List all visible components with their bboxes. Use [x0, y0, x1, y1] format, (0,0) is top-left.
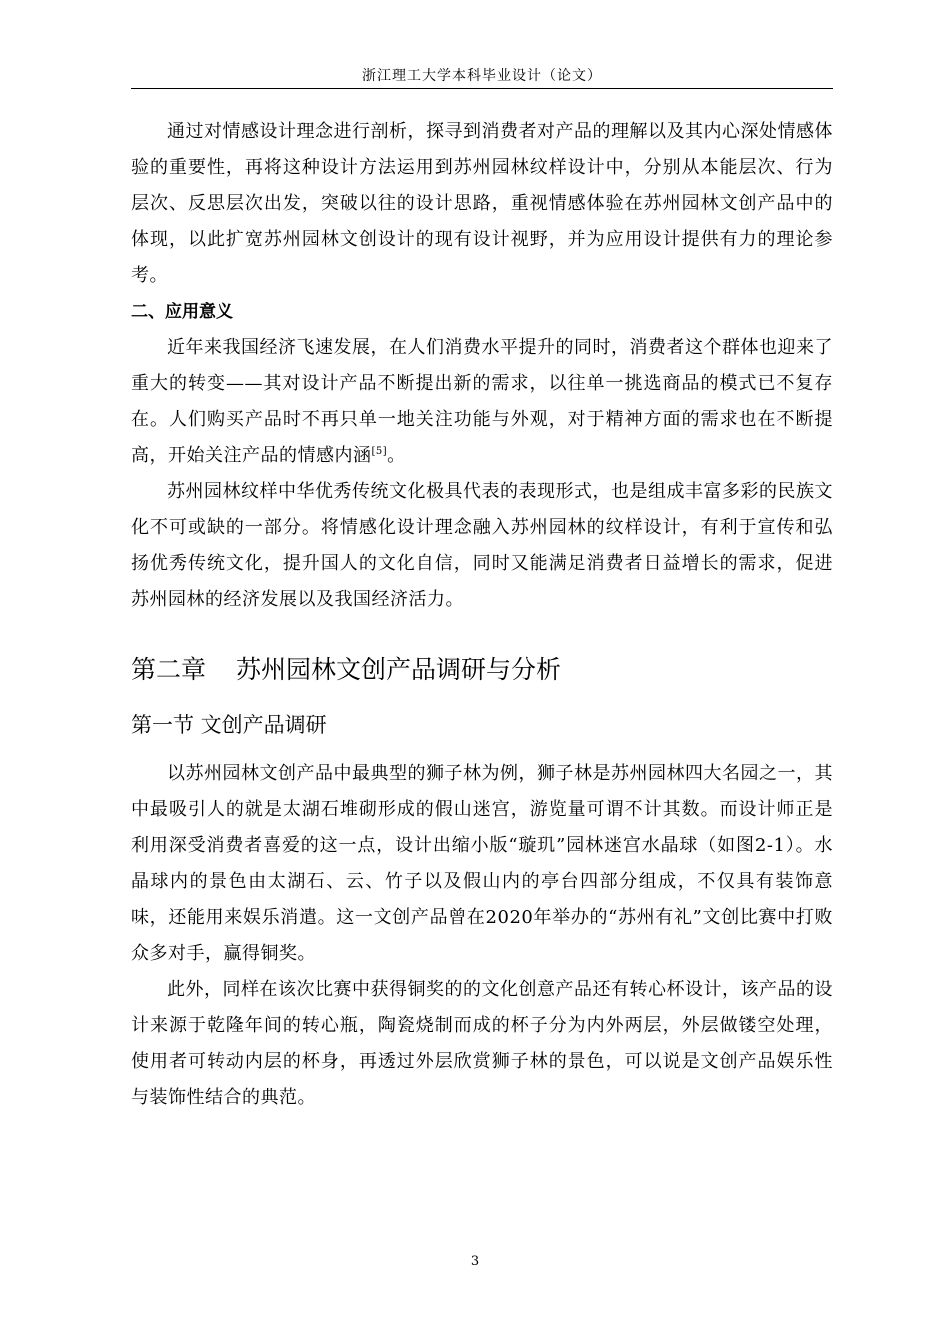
citation-ref[interactable]: [5]	[371, 446, 388, 457]
page-number: 3	[470, 1254, 480, 1269]
page-header: 浙江理工大学本科毕业设计（论文）	[362, 68, 602, 84]
body-paragraph-3: 苏州园林纹样中华优秀传统文化极具代表的表现形式，也是组成丰富多彩的民族文化不可或缺的一部分。将情感化设计理念融入苏州园林的纹样设计，有利于宣传和弘扬优秀传统文化，提升国人的文化自信，同时又能满足消费者日益增长的需求，促进苏州园林的经济发展以及我国经济活力。	[131, 481, 833, 610]
body-paragraph-2-text: 近年来我国经济飞速发展，在人们消费水平提升的同时，消费者这个群体也迎来了重大的转变——其对设计产品不断提出新的需求，以往单一挑选商品的模式已不复存在。人们购买产品时不再只单一地关注功能与外观，对于精神方面的需求也在不断提高，开始关注产品的情感内涵	[131, 337, 833, 466]
body-paragraph-2-end: 。	[387, 445, 406, 466]
section-title: 第一节 文创产品调研	[131, 713, 327, 737]
body-paragraph-5: 此外，同样在该次比赛中获得铜奖的的文化创意产品还有转心杯设计，该产品的设计来源于乾隆年间的转心瓶，陶瓷烧制而成的杯子分为内外两层，外层做镂空处理，使用者可转动内层的杯身，再透过外层欣赏狮子林的景色，可以说是文创产品娱乐性与装饰性结合的典范。	[131, 979, 833, 1108]
header-divider	[131, 88, 833, 89]
subheading-application-significance: 二、应用意义	[131, 302, 233, 322]
body-paragraph-1: 通过对情感设计理念进行剖析，探寻到消费者对产品的理解以及其内心深处情感体验的重要性，再将这种设计方法运用到苏州园林纹样设计中，分别从本能层次、行为层次、反思层次出发，突破以往的设计思路，重视情感体验在苏州园林文创产品中的体现，以此扩宽苏州园林文创设计的现有设计视野，并为应用设计提供有力的理论参考。	[131, 121, 833, 286]
chapter-label: 第二章	[131, 655, 207, 684]
body-paragraph-2	[131, 330, 833, 474]
page-body	[131, 114, 833, 1116]
chapter-name: 苏州园林文创产品调研与分析	[236, 655, 562, 684]
chapter-title	[131, 650, 833, 690]
body-paragraph-4: 以苏州园林文创产品中最典型的狮子林为例，狮子林是苏州园林四大名园之一，其中最吸引人的就是太湖石堆砌形成的假山迷宫，游览量可谓不计其数。而设计师正是利用深受消费者喜爱的这一点，设计出缩小版“璇玑”园林迷宫水晶球（如图2-1）。水晶球内的景色由太湖石、云、竹子以及假山内的亭台四部分组成，不仅具有装饰意味，还能用来娱乐消遣。这一文创产品曾在2020年举办的“苏州有礼”文创比赛中打败众多对手，赢得铜奖。	[131, 763, 833, 964]
